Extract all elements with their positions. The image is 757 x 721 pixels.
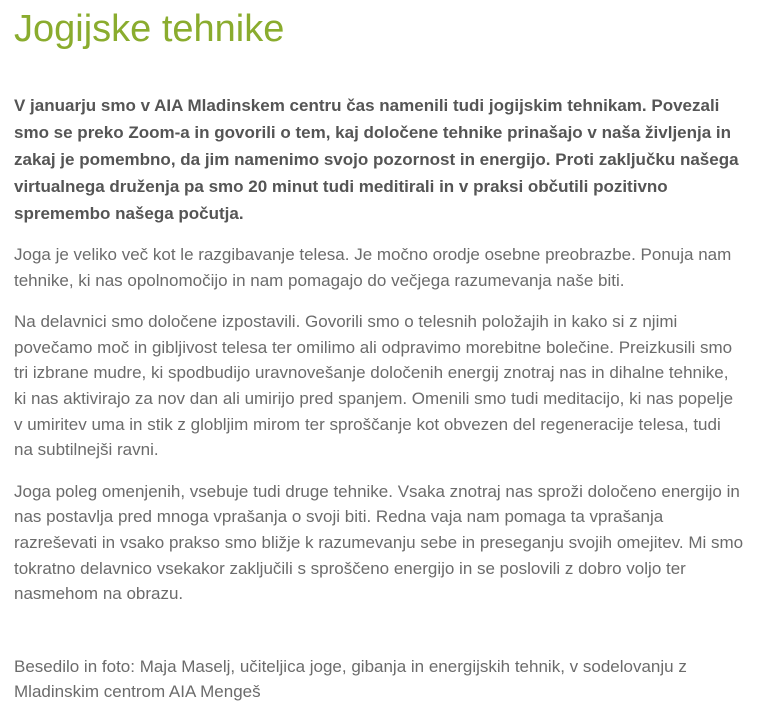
article-title: Jogijske tehnike: [14, 8, 285, 50]
article-paragraph-3: Joga poleg omenjenih, vsebuje tudi druge tehnike. Vsaka znotraj nas sproži določeno energijo in nas postavlja pred mnoga vprašanja o svoji biti. Redna vaja nam pomaga ta vprašanja razreševati in vsako prakso smo bližje k razumevanju sebe in preseganju svojih omejitev. Mi smo tokratno delavnico vsekakor zaključili s sproščeno energijo in se poslovili z dobro voljo ter nasmehom na obrazu.: [14, 481, 744, 604]
article-paragraph-2: Na delavnici smo določene izpostavili. Govorili smo o telesnih položajih in kako si z njimi povečamo moč in gibljivost telesa ter omilimo ali odpravimo morebitne bolečine. Preizkusili smo tri izbrane mudre, ki spodbudijo uravnovešanje določenih energij znotraj nas in dihalne tehnike, ki nas aktivirajo za nov dan ali umirijo pred spanjem. Omenili smo tudi meditacijo, ki nas popelje v umiritev uma in stik z globljim mirom ter sproščanje kot obvezen del regeneracije telesa, tudi na subtilnejši ravni.: [14, 312, 734, 460]
article: [14, 0, 750, 705]
article-lead: V januarju smo v AIA Mladinskem centru čas namenili tudi jogijskim tehnikam. Povezali smo se preko Zoom-a in govorili o tem, kaj določene tehnike prinašajo v naša življenja in zakaj je pomembno, da jim namenimo svojo pozornost in energijo. Proti zaključku našega virtualnega druženja pa smo 20 minut tudi meditirali in v praksi občutili pozitivno spremembo našega počutja.: [14, 96, 739, 223]
article-credit: Besedilo in foto: Maja Maselj, učiteljica joge, gibanja in energijskih tehnik, v sodelovanju z Mladinskim centrom AIA Mengeš: [14, 656, 687, 702]
article-paragraph-1: Joga je veliko več kot le razgibavanje telesa. Je močno orodje osebne preobrazbe. Ponuja nam tehnike, ki nas opolnomočijo in nam pomagajo do večjega razumevanja naše biti.: [14, 245, 732, 290]
